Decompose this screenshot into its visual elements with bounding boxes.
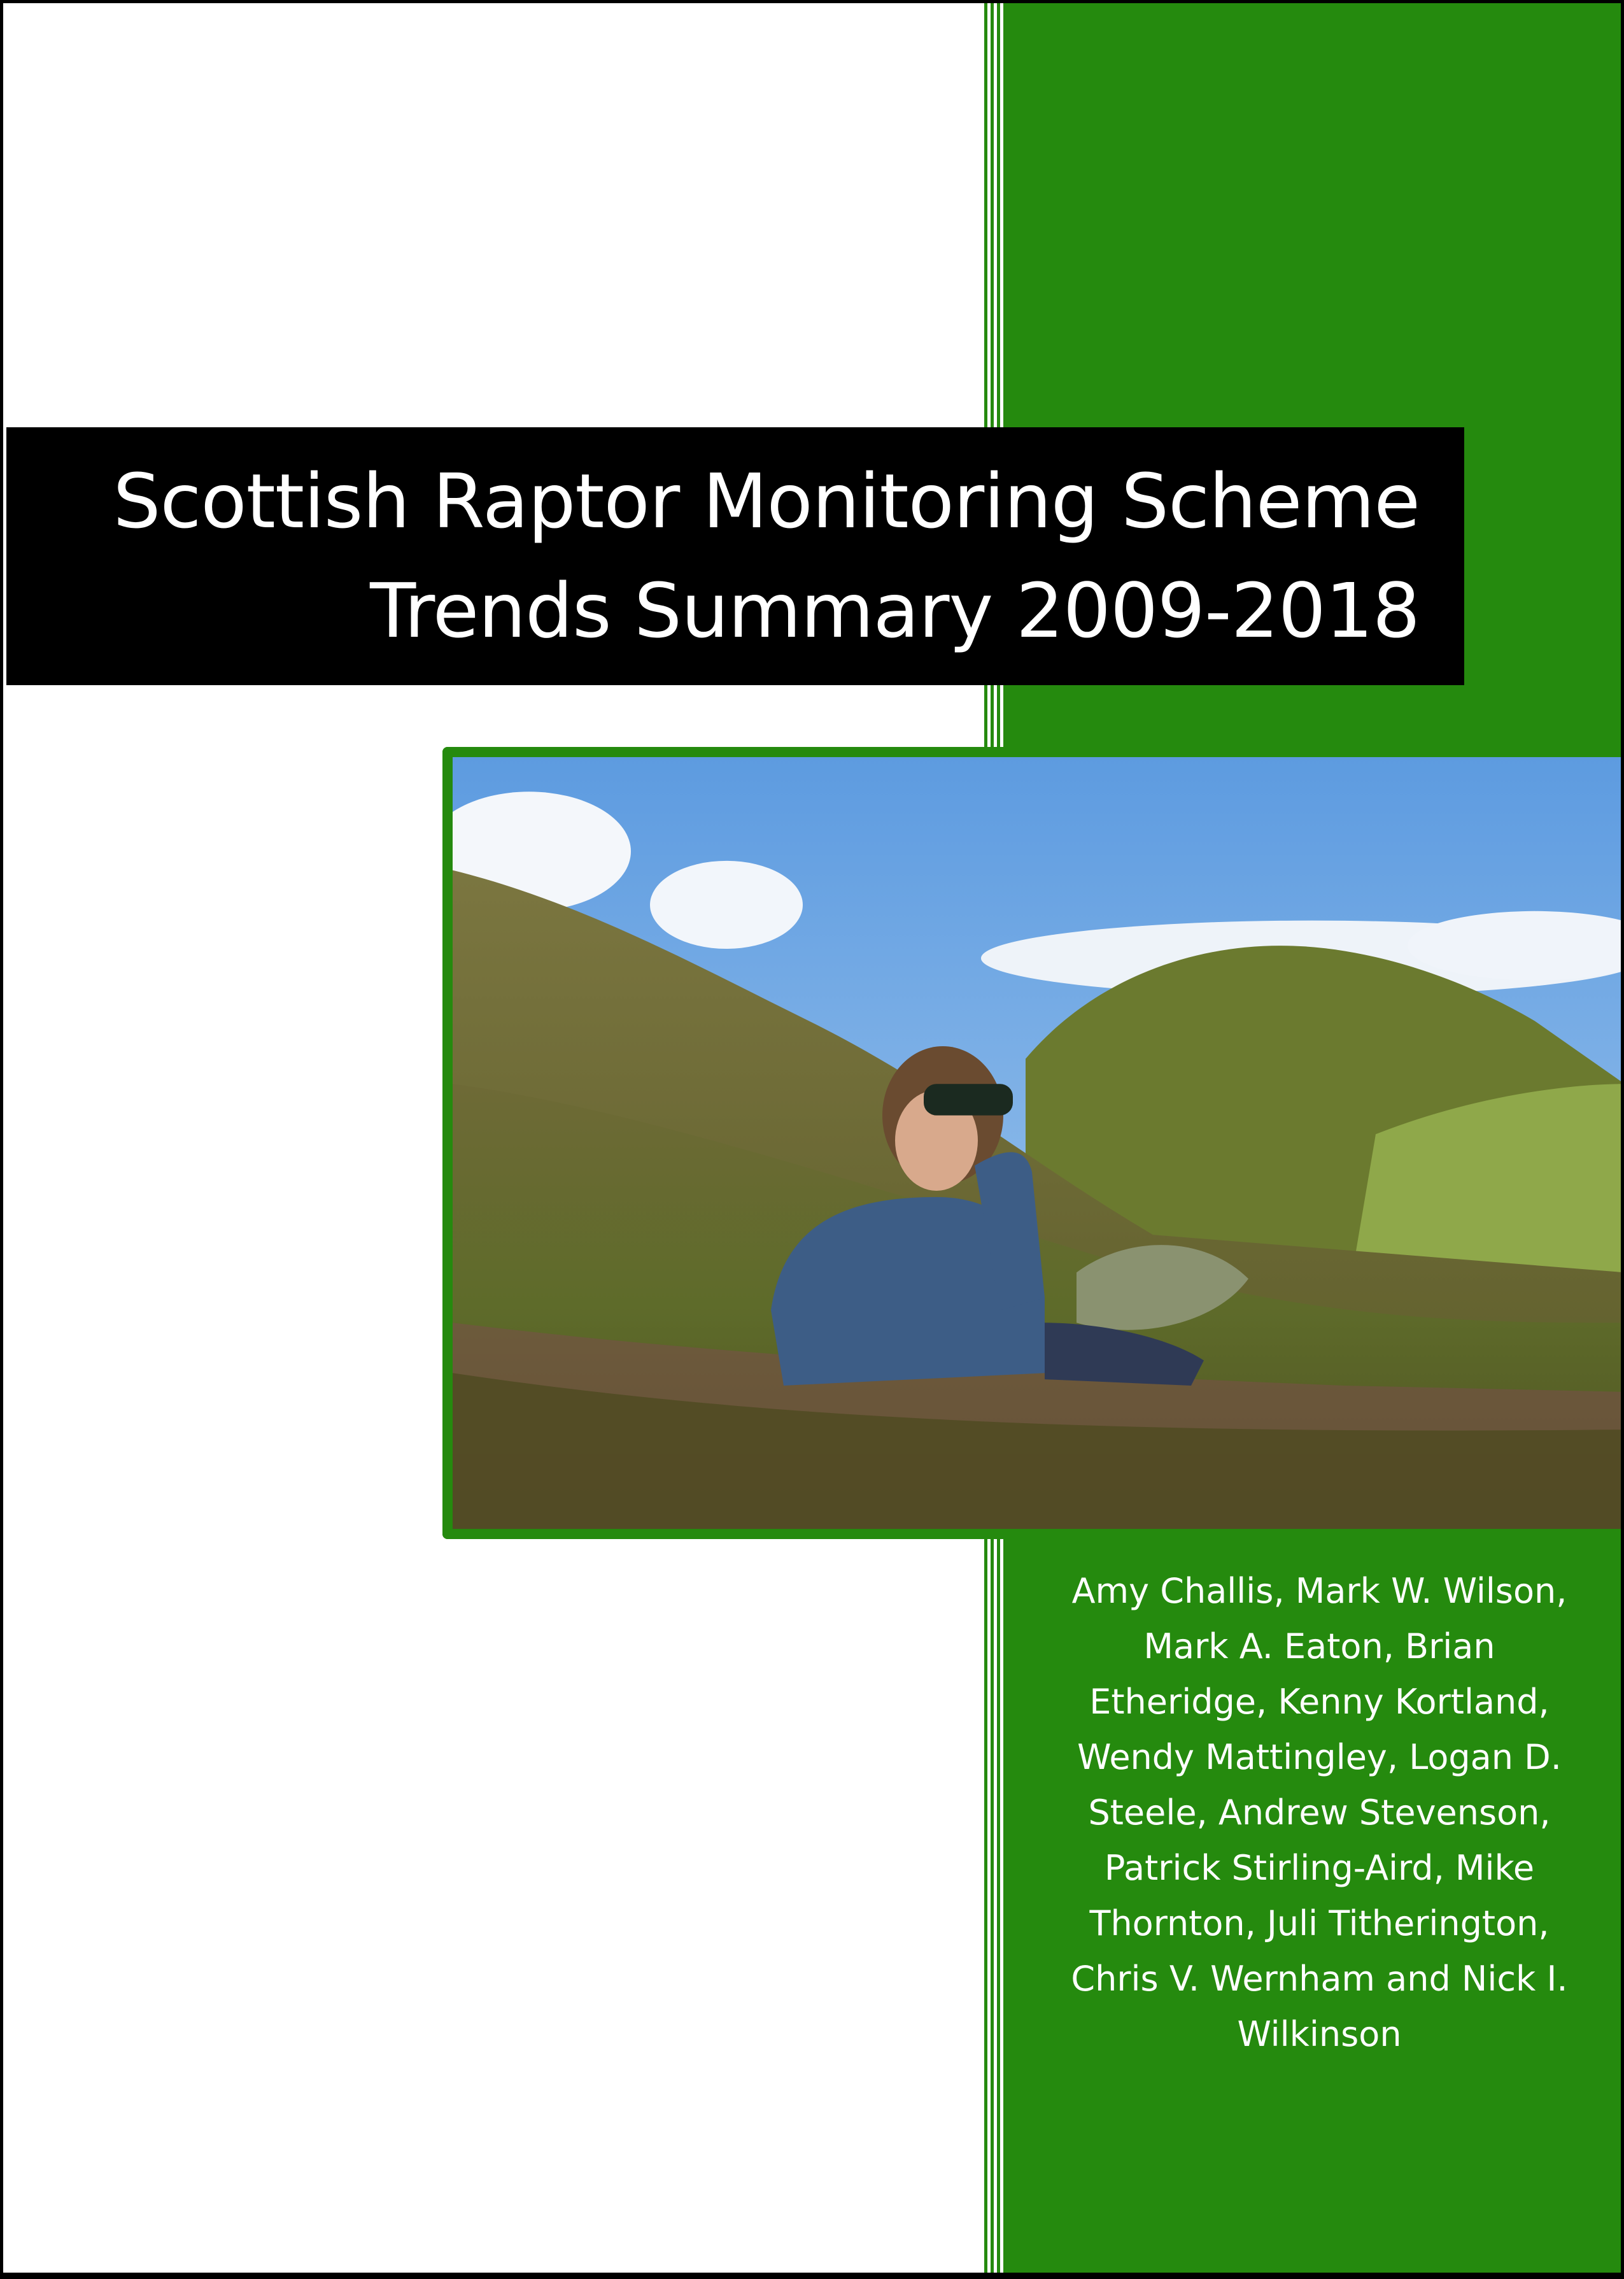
author-line: Etheridge, Kenny Kortland,	[1089, 1682, 1550, 1722]
author-line: Mark A. Eaton, Brian	[1143, 1626, 1495, 1666]
author-line: Chris V. Wernham and Nick I.	[1071, 1959, 1568, 1999]
title-line-1: Scottish Raptor Monitoring Scheme	[113, 457, 1420, 546]
author-list	[1028, 1563, 1611, 2062]
author-line: Steele, Andrew Stevenson,	[1088, 1793, 1551, 1833]
bottom-border	[3, 2273, 1621, 2276]
author-line: Thornton, Juli Titherington,	[1089, 1903, 1550, 1943]
author-line: Wendy Mattingley, Logan D.	[1077, 1737, 1562, 1777]
author-line: Wilkinson	[1237, 2014, 1402, 2054]
title-line-2: Trends Summary 2009-2018	[370, 566, 1420, 655]
author-line: Patrick Stirling-Aird, Mike	[1104, 1848, 1535, 1888]
moorland-birdwatcher-photo	[453, 757, 1624, 1529]
title-banner	[6, 427, 1464, 685]
cover-photo	[442, 747, 1624, 1539]
author-line: Amy Challis, Mark W. Wilson,	[1071, 1571, 1567, 1611]
